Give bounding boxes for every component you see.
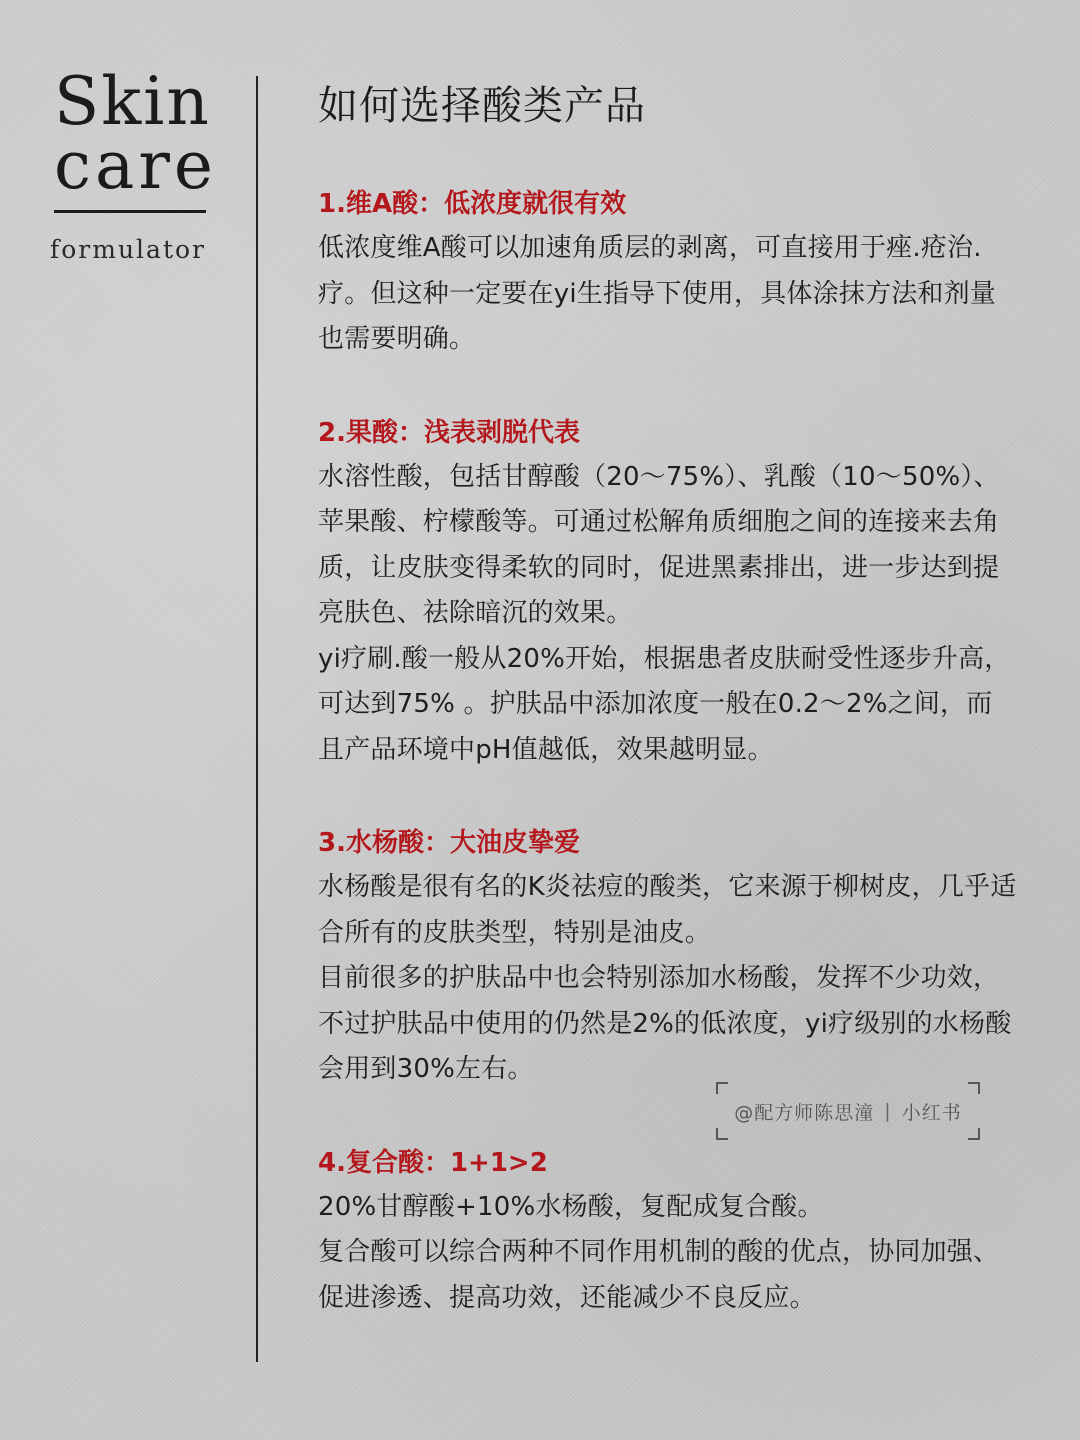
watermark	[716, 1082, 980, 1140]
section-body	[318, 865, 1018, 1093]
paragraph: yi疗刷.酸一般从20%开始，根据患者皮肤耐受性逐步升高，可达到75% 。护肤品中添加浓度一般在0.2～2%之间，而且产品环境中pH值越低，效果越明显。	[318, 643, 1011, 765]
brand-logo	[50, 63, 217, 264]
watermark-corner	[716, 1128, 728, 1140]
paragraph: 20%甘醇酸+10%水杨酸，复配成复合酸。	[318, 1191, 824, 1222]
paragraph: 水杨酸是很有名的K炎祛痘的酸类，它来源于柳树皮，几乎适合所有的皮肤类型，特别是油皮。	[318, 872, 1017, 948]
section-heading: 1.维A酸：低浓度就很有效	[318, 189, 627, 219]
paragraph: 目前很多的护肤品中也会特别添加水杨酸，发挥不少功效，不过护肤品中使用的仍然是2%的低浓度，yi疗级别的水杨酸会用到30%左右。	[318, 963, 1012, 1084]
watermark-author: @配方师陈思潼	[734, 1101, 875, 1124]
watermark-corner	[968, 1082, 980, 1094]
section-fruit-acid	[318, 411, 1018, 774]
watermark-platform: 小红书	[901, 1101, 962, 1124]
section-body	[318, 1185, 1018, 1322]
section-heading: 2.果酸：浅表剥脱代表	[318, 417, 580, 448]
section-retinoic-acid	[318, 182, 1018, 363]
brand-title-care: care	[54, 127, 217, 204]
vertical-divider	[256, 76, 258, 1362]
article	[318, 78, 1018, 1369]
paragraph: 低浓度维A酸可以加速角质层的剥离，可直接用于痤.疮治.疗。但这种一定要在yi生指导下使用，具体涂抹方法和剂量也需要明确。	[318, 233, 997, 354]
brand-divider	[54, 210, 206, 213]
section-body	[318, 455, 1018, 774]
watermark-corner	[968, 1128, 980, 1140]
brand-subtitle: formulator	[50, 235, 207, 264]
watermark-separator: |	[884, 1100, 892, 1122]
paragraph: 复合酸可以综合两种不同作用机制的酸的优点，协同加强、促进渗透、提高功效，还能减少不良反应。	[318, 1237, 1000, 1313]
brand-title-skin: Skin	[54, 63, 211, 140]
section-heading: 3.水杨酸：大油皮挚爱	[318, 828, 580, 858]
section-body	[318, 226, 1018, 363]
section-heading: 4.复合酸：1+1>2	[318, 1147, 548, 1178]
section-salicylic-acid	[318, 821, 1018, 1093]
page-title: 如何选择酸类产品	[318, 83, 646, 129]
paragraph: 水溶性酸，包括甘醇酸（20～75%）、乳酸（10～50%）、苹果酸、柠檬酸等。可通过松解角质细胞之间的连接来去角质，让皮肤变得柔软的同时，促进黑素排出，进一步达到提亮肤色、祛除暗沉的效果。	[318, 461, 1000, 628]
watermark-corner	[716, 1082, 728, 1094]
section-compound-acid	[318, 1141, 1018, 1322]
